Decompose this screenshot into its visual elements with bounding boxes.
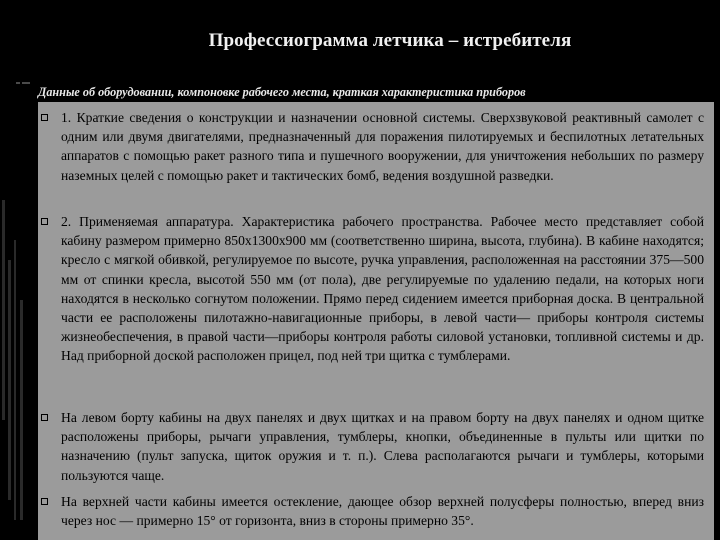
list-item-text: На верхней части кабины имеется остекление, дающее обзор верхней полусферы полностью, вперед вниз через нос — примерно 15° от горизонта, вниз в стороны примерно 35°. (61, 494, 704, 529)
list-item-text: 2. Применяемая аппаратура. Характеристика рабочего пространства. Рабочее место представляет собой кабину размером примерно 850х1300х900 мм (соответственно ширина, высота, глубина). В кабине находятся; кресло с мягкой обивкой, регулируемое по высоте, ручка управления, расположенная на расстоянии 375—500 мм от спинки кресла, высотой 550 мм (от пола), две регулируемые по удалению педали, на которых ноги находятся в несколько согнутом положении. Прямо перед сидением имеется приборная доска. В центральной части ее расположены пилотажно-навигационные приборы, в левой части— приборы контроля системы жизнеобеспечения, в правой части—приборы контроля работы силовой установки, топливной системы и др. Над приборной доской расположен прицел, под ней три щитка с тумблерами. (61, 214, 704, 364)
bullet-icon (41, 498, 48, 505)
list-item (38, 108, 704, 185)
title-band (0, 0, 720, 82)
list-item (38, 408, 704, 485)
page-title: Профессиограмма летчика – истребителя (208, 30, 572, 51)
bullet-icon (41, 414, 48, 421)
bullet-icon (41, 218, 48, 225)
list-item (38, 212, 704, 366)
list-item (38, 492, 704, 530)
list-item-text: 1. Краткие сведения о конструкции и назначении основной системы. Сверхзвуковой реактивный самолет с одним или двумя двигателями, предназначенный для поражения пилотируемых и беспилотных летательных аппаратов с помощью ракет разного типа и пушечного вооружении, для уничтожения небольших по размеру наземных целей с помощью ракет и тактических бомб, ведения воздушной разведки. (61, 110, 704, 183)
list-item-text: На левом борту кабины на двух панелях и двух щитках и на правом борту на двух панелях и одном щитке расположены приборы, рычаги управления, тумблеры, кнопки, объединенные в пульты или щитки по назначению (пульт запуска, щиток оружия и т. п.). Слева располагаются рычаги и тумблеры, которыми пользуются чаще. (61, 410, 704, 483)
subtitle: Данные об оборудовании, компоновке рабочего места, краткая характеристика приборов (38, 82, 720, 104)
content-panel (38, 102, 714, 540)
bullet-icon (41, 114, 48, 121)
